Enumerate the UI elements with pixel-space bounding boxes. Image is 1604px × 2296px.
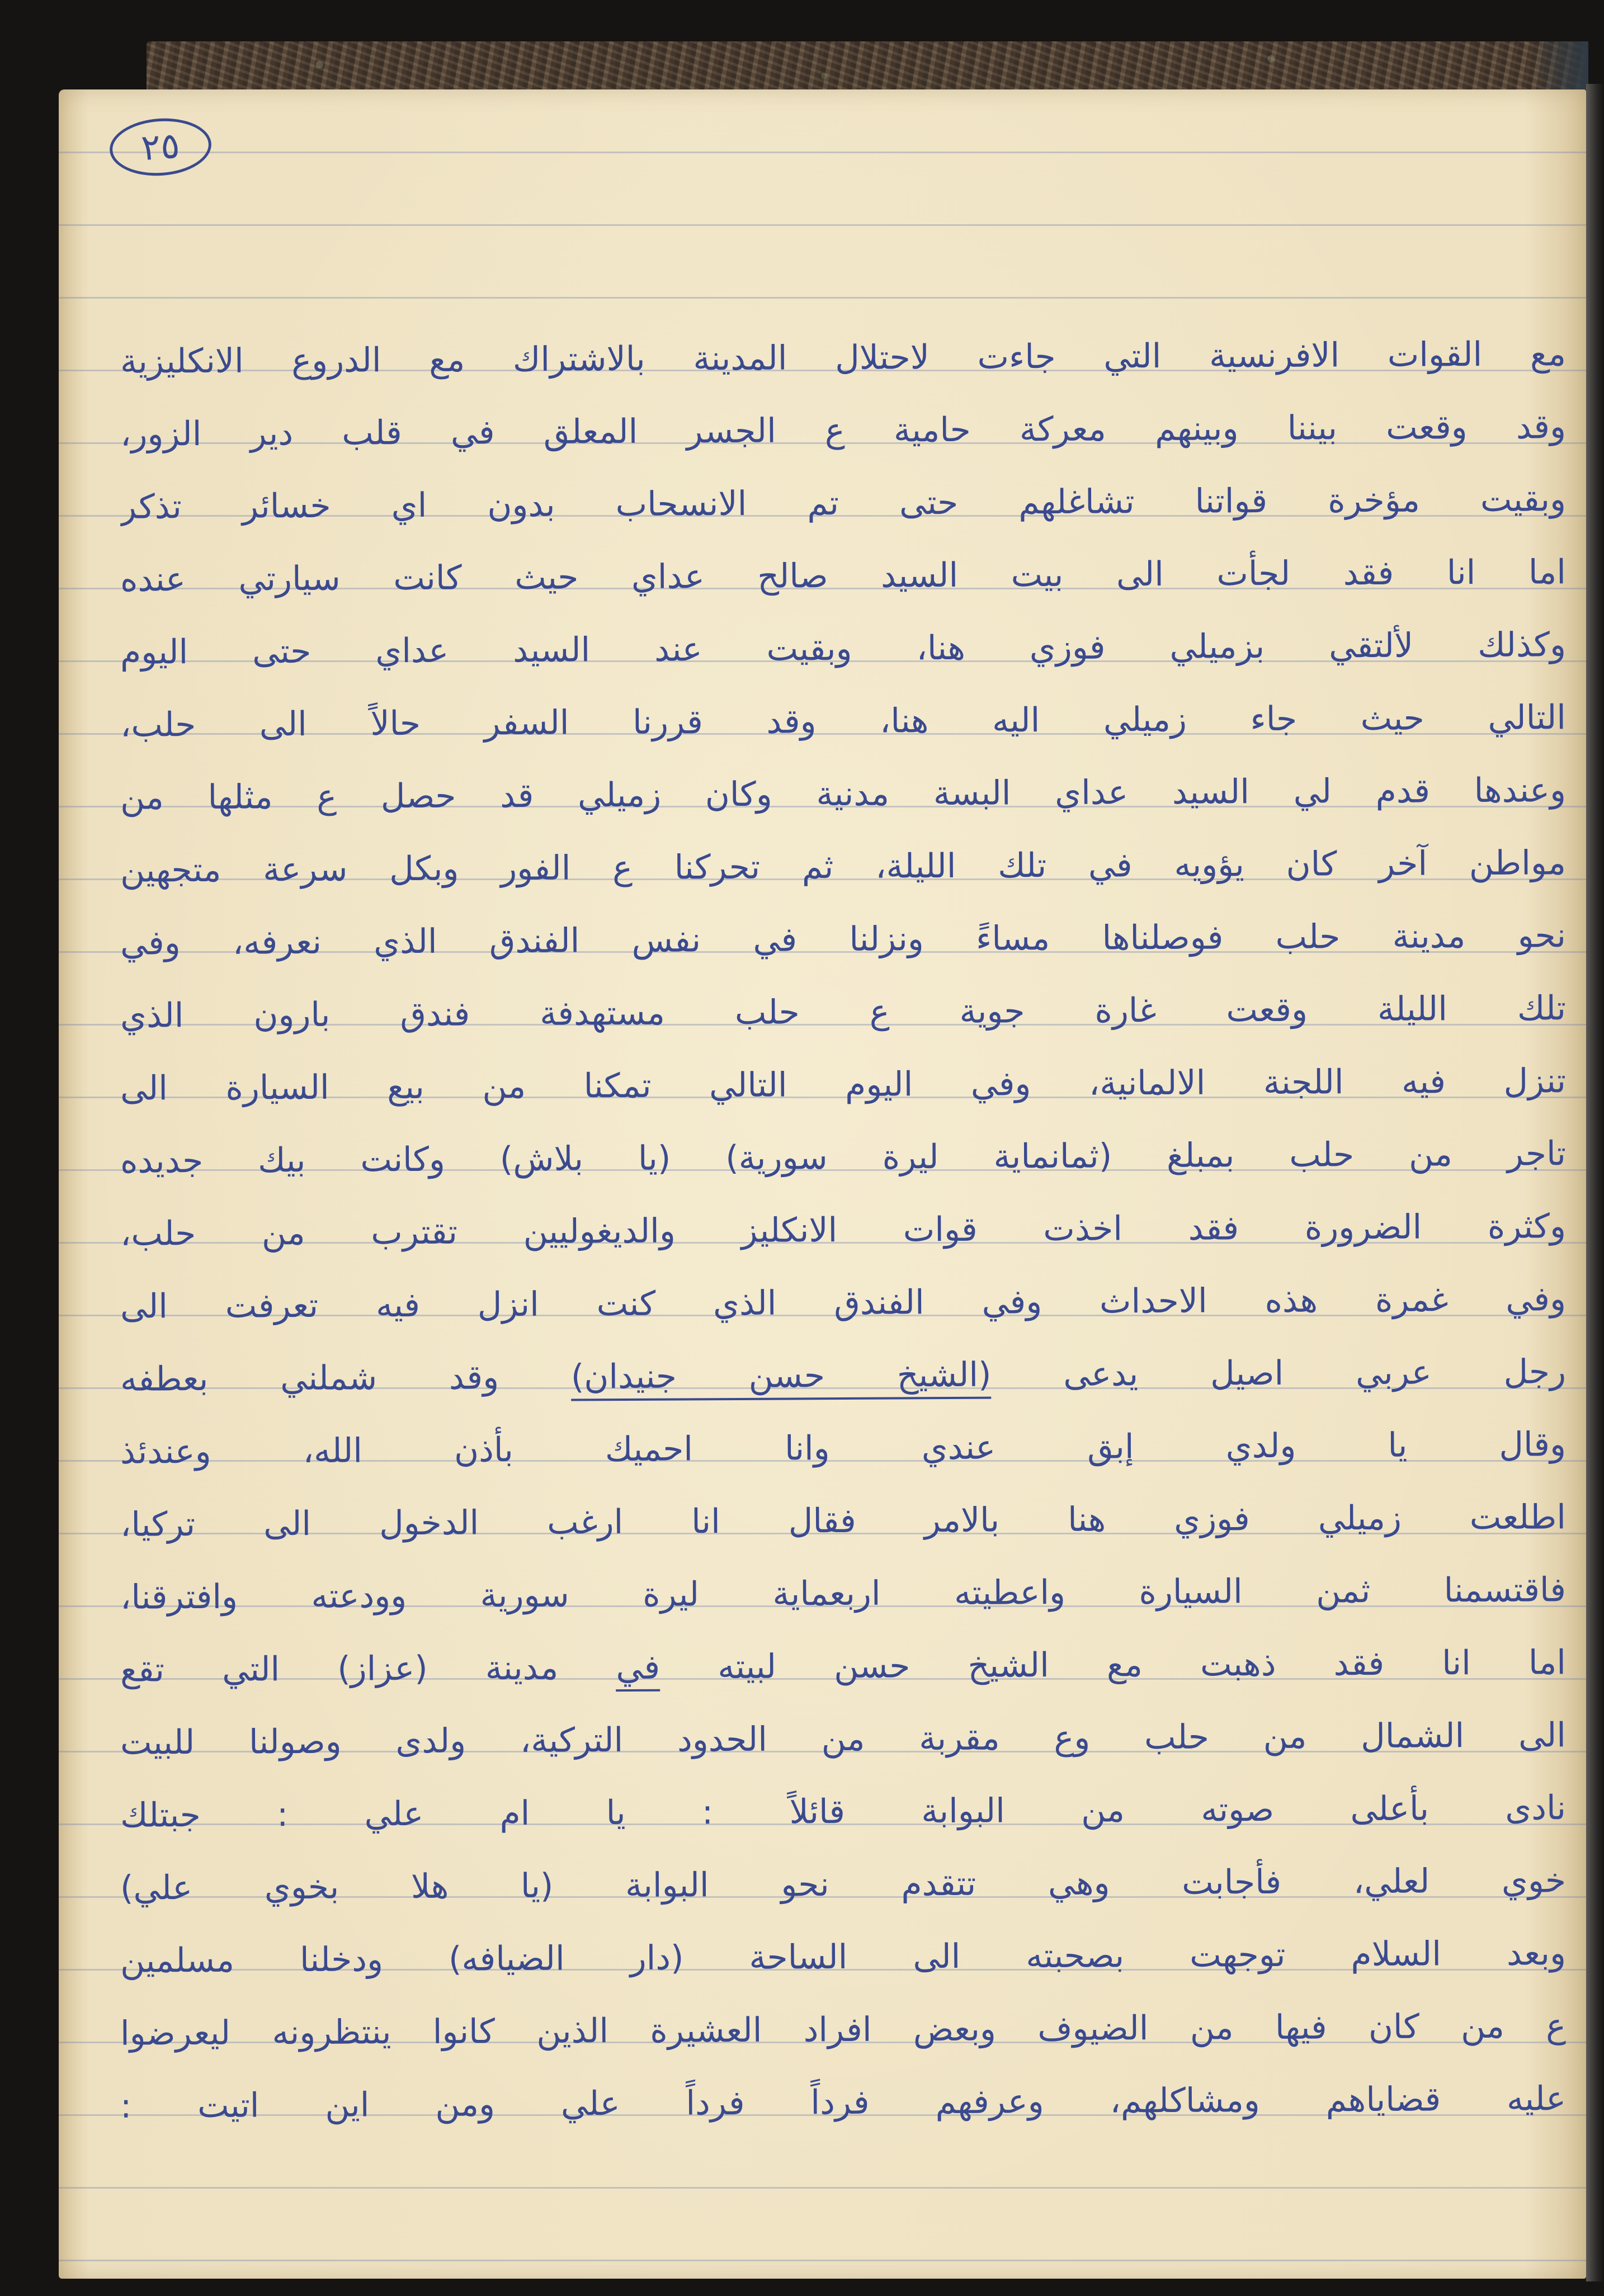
- text-segment: اما انا فقد ذهبت مع الشيخ حسن لبيته: [659, 1643, 1567, 1687]
- text-line: نادى بأعلى صوته من البوابة قائلاً : يا ام علي : جبتلك: [120, 1788, 1567, 1835]
- text-line: فاقتسمنا ثمن السيارة واعطيته اربعماية ليرة سورية وودعته وافترقنا،: [120, 1570, 1567, 1617]
- text-line: وكثرة الضرورة فقد اخذت قوات الانكليز والديغوليين تقترب من حلب،: [120, 1207, 1567, 1254]
- text-line: وكذلك لألتقي بزميلي فوزي هنا، وبقيت عند السيد عداي حتى اليوم: [120, 625, 1567, 672]
- text-line: وفي غمرة هذه الاحداث وفي الفندق الذي كنت انزل فيه تعرفت الى: [120, 1279, 1567, 1326]
- text-line: التالي حيث جاء زميلي اليه هنا، وقد قررنا السفر حالاً الى حلب،: [120, 698, 1567, 745]
- text-line: وبعد السلام توجهت بصحبته الى الساحة (دار الضيافه) ودخلنا مسلمين: [120, 1934, 1567, 1981]
- text-line: تنزل فيه اللجنة الالمانية، وفي اليوم التالي تمكنا من بيع السيارة الى: [120, 1061, 1567, 1108]
- page-edge-shadow: [1586, 84, 1604, 2281]
- notebook-page: [59, 89, 1586, 2279]
- text-line: وبقيت مؤخرة قواتنا تشاغلهم حتى تم الانسحاب بدون اي خسائر تذكر: [120, 480, 1567, 527]
- text-line: الى الشمال من حلب وع مقربة من الحدود التركية، ولدى وصولنا للبيت: [120, 1716, 1567, 1763]
- text-line: تاجر من حلب بمبلغ (ثمانماية ليرة سورية) (يا بلاش) وكانت بيك جديده: [120, 1134, 1567, 1181]
- underlined-name: (الشيخ حسن جنيدان): [571, 1355, 992, 1401]
- circled-page-number: ٢٥: [108, 115, 214, 179]
- text-line: اما انا فقد لجأت الى بيت السيد صالح عداي حيث كانت سيارتي عنده: [120, 552, 1567, 599]
- text-line: مع القوات الافرنسية التي جاءت لاحتلال المدينة بالاشتراك مع الدروع الانكليزية: [120, 334, 1567, 381]
- text-line: اطلعت زميلي فوزي هنا بالامر فقال انا ارغب الدخول الى تركيا،: [120, 1497, 1567, 1544]
- text-segment: رجل عربي اصيل يدعى: [991, 1352, 1567, 1395]
- text-line: عليه قضاياهم ومشاكلهم، وعرفهم فرداً فرداً علي ومن اين اتيت :: [120, 2079, 1567, 2126]
- text-line: [120, 1338, 1567, 1413]
- handwritten-text-block: [59, 89, 1586, 2279]
- text-line: [120, 1629, 1567, 1704]
- text-line: تلك الليلة وقعت غارة جوية ع حلب مستهدفة فندق بارون الذي: [120, 989, 1567, 1036]
- text-line: نحو مدينة حلب فوصلناها مساءً ونزلنا في نفس الفندق الذي نعرفه، وفي: [120, 916, 1567, 963]
- underlined-word: في: [616, 1648, 660, 1692]
- text-line: وقد وقعت بيننا وبينهم معركة حامية ع الجسر المعلق في قلب دير الزور،: [120, 407, 1567, 454]
- text-line: وقال يا ولدي إبق عندي وانا احميك بأذن الله، وعندئذ: [120, 1425, 1567, 1472]
- text-line: ع من كان فيها من الضيوف وبعض افراد العشيرة الذين كانوا ينتظرونه ليعرضوا: [120, 2006, 1567, 2053]
- text-line: مواطن آخر كان يؤويه في تلك الليلة، ثم تحركنا ع الفور وبكل سرعة متجهين: [120, 843, 1567, 890]
- text-segment: وقد شملني بعطفه: [120, 1357, 572, 1399]
- text-line: خوي لعلي، فأجابت وهي تتقدم نحو البوابة (يا هلا بخوي علي): [120, 1861, 1567, 1908]
- text-line: وعندها قدم لي السيد عداي البسة مدنية وكان زميلي قد حصل ع مثلها من: [120, 771, 1567, 818]
- text-segment: مدينة (عزاز) التي تقع: [120, 1648, 616, 1690]
